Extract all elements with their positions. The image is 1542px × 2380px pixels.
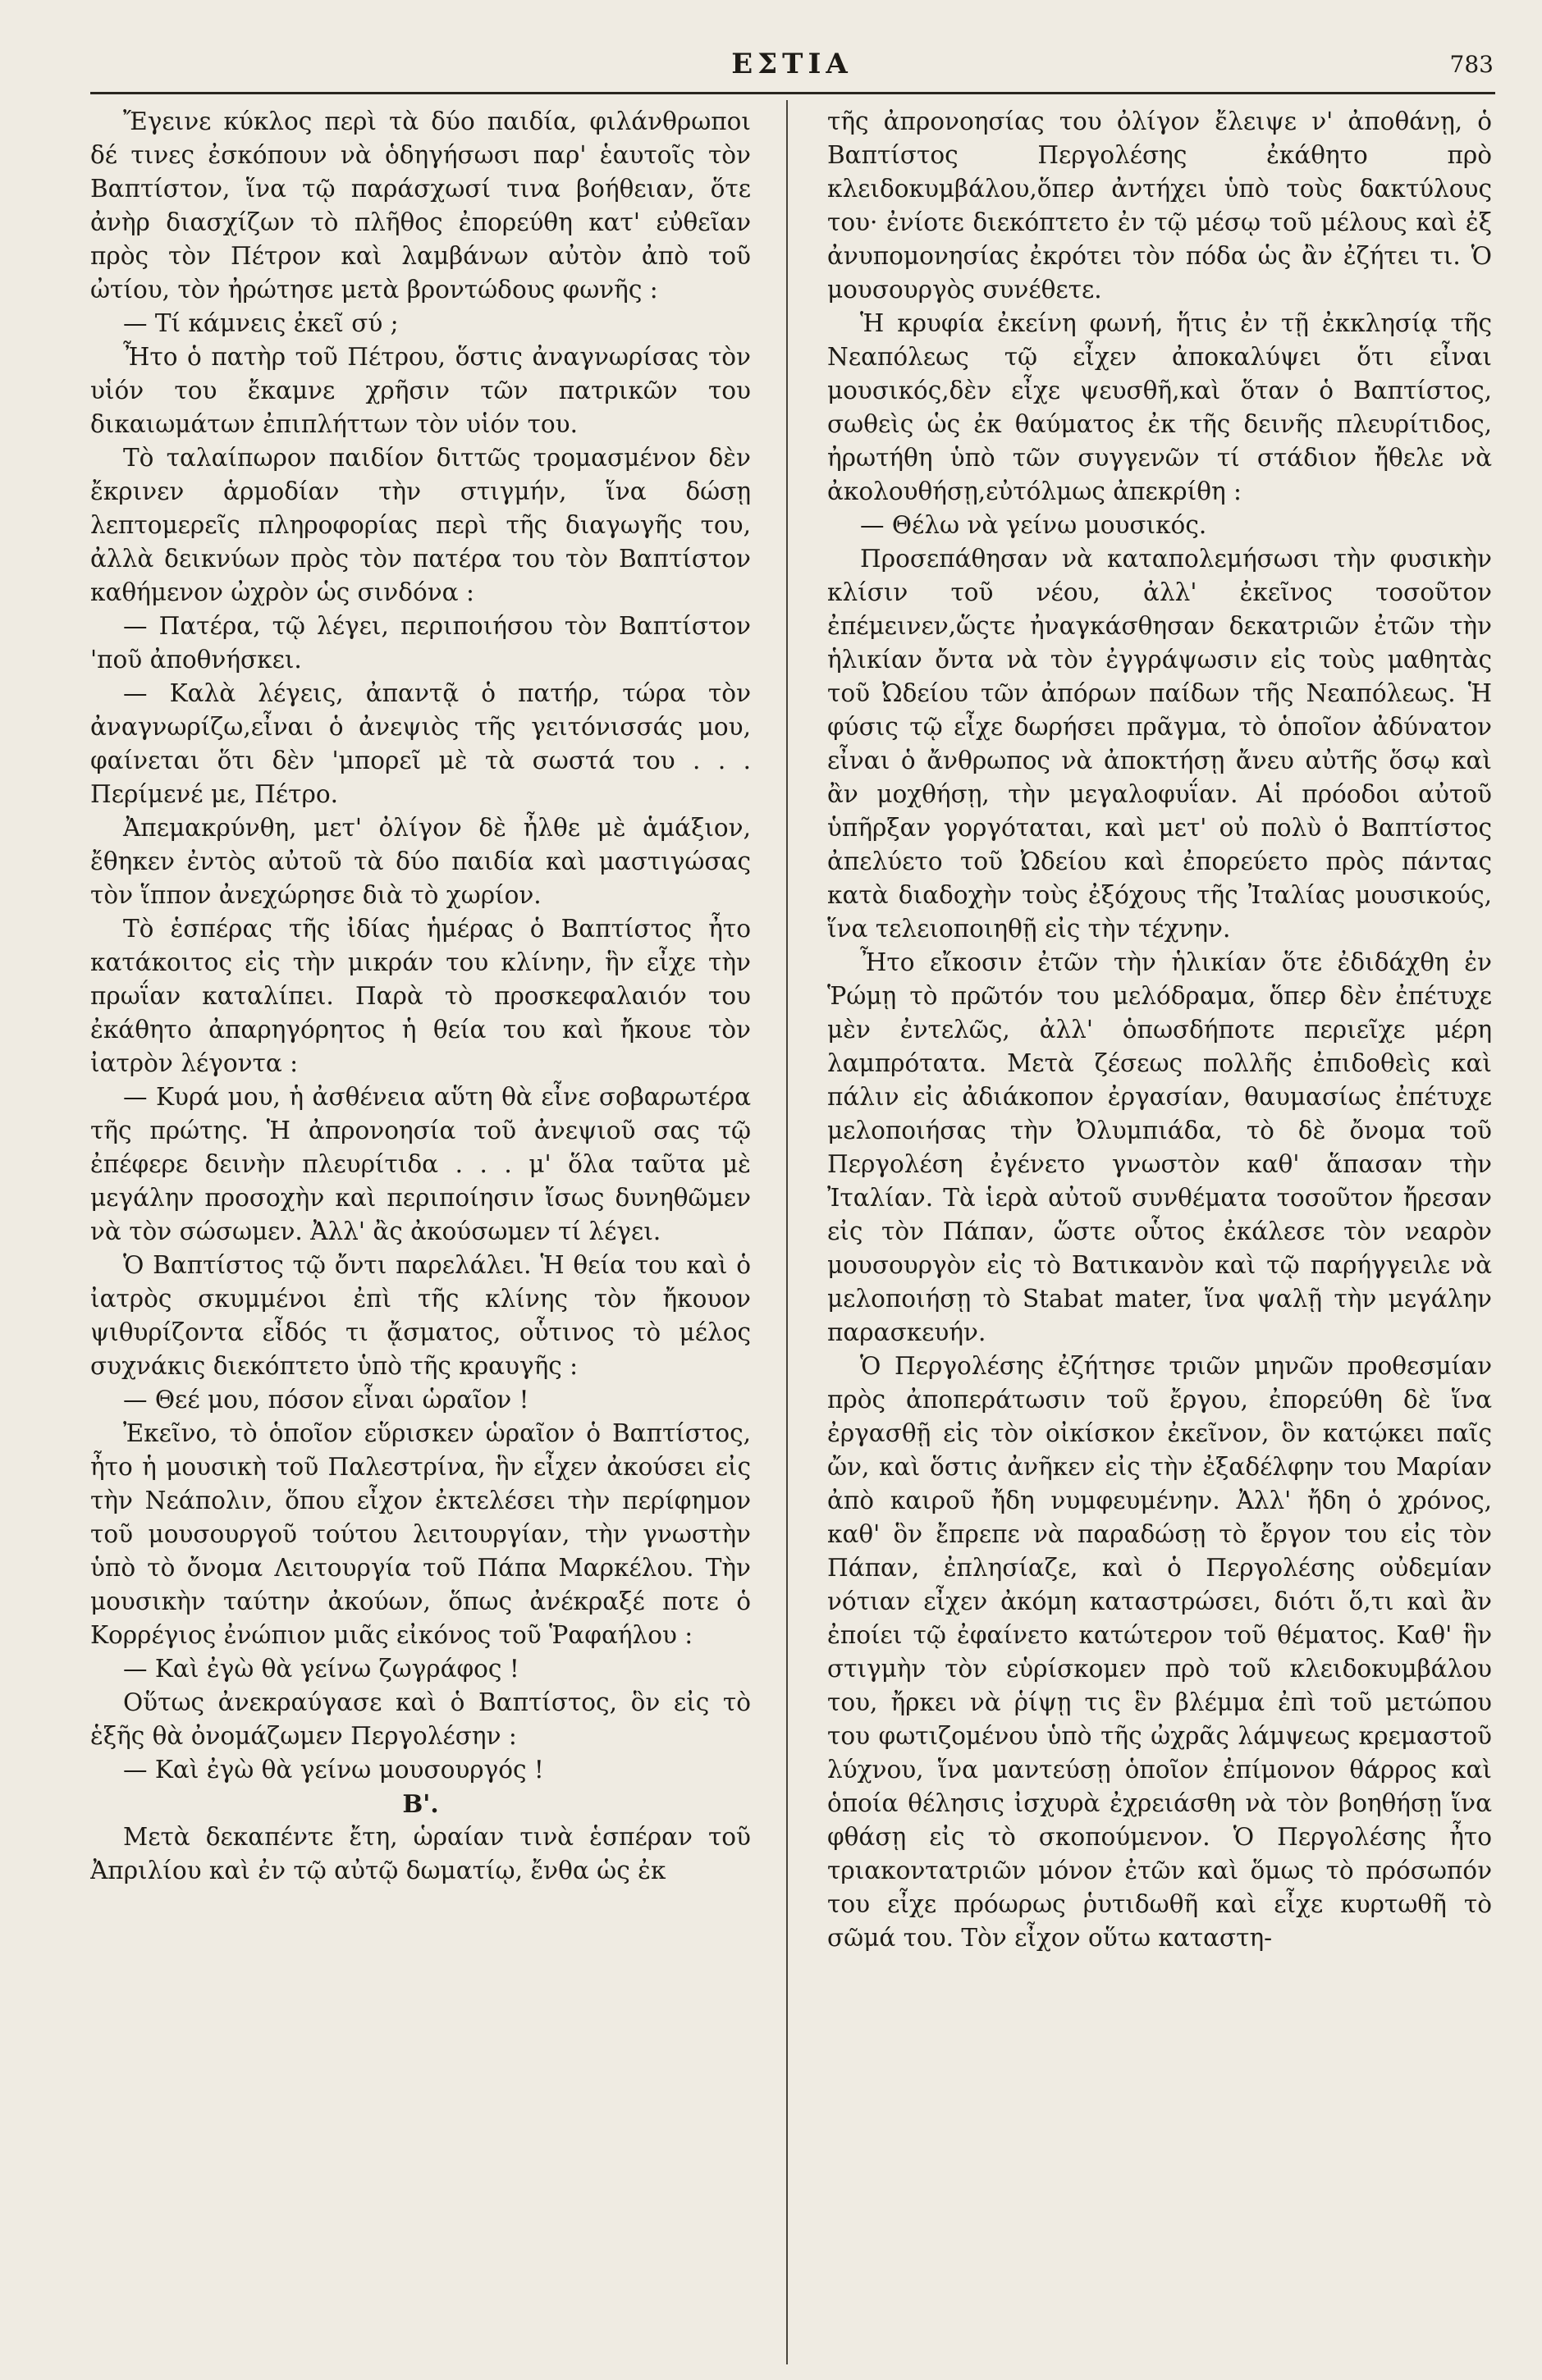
paragraph: Ὁ Περγολέσης ἐζήτησε τριῶν μηνῶν προθεσμίαν πρὸς ἀποπεράτωσιν τοῦ ἔργου, ἐπορεύθη δὲ ἵνα ἐργασθῇ εἰς τὸν οἰκίσκον ἐκεῖνον, ὃν κατῴκει παῖς ὤν, καὶ ὅστις ἀνῆκεν εἰς τὴν ἐξαδέλφην του Μαρίαν ἀπὸ καιροῦ ἤδη νυμφευμένην. Ἀλλ' ἤδη ὁ χρόνος, καθ' ὃν ἔπρεπε νὰ παραδώσῃ τὸ ἔργον του εἰς τὸν Πάπαν, ἐπλησίαζε, καὶ ὁ Περγολέσης οὐδεμίαν νότιαν εἶχεν ἀκόμη καταστρώσει, διότι ὅ,τι καὶ ἂν ἐποίει τῷ ἐφαίνετο κατώτερον τοῦ θέματος. Καθ' ἣν στιγμὴν τὸν εὑρίσκομεν πρὸ τοῦ κλειδοκυμβάλου του, ἤρκει νὰ ῥίψῃ τις ἓν βλέμμα ἐπὶ τοῦ μετώπου του φωτιζομένου ὑπὸ τῆς ὠχρᾶς λάμψεως κρεμαστοῦ λύχνου, ἵνα μαντεύσῃ ὁποῖον ἐπίμονον θάρρος καὶ ὁποία θέλησις ἰσχυρὰ ἐχρειάσθη νὰ τὸν βοηθήσῃ ἵνα φθάσῃ εἰς τὸ σκοπούμενον. Ὁ Περγολέσης ἦτο τριακοντατριῶν μόνον ἐτῶν καὶ ὅμως τὸ πρόσωπόν του εἶχε πρόωρως ῥυτιδωθῆ καὶ εἶχε κυρτωθῆ τὸ σῶμά του. Τὸν εἶχον οὕτω καταστη-	[827, 1352, 1492, 1952]
page-header	[90, 41, 1494, 90]
paragraph: Μετὰ δεκαπέντε ἔτη, ὡραίαν τινὰ ἑσπέραν τοῦ Ἀπριλίου καὶ ἐν τῷ αὐτῷ δωματίῳ, ἔνθα ὡς ἐκ	[90, 1823, 751, 1884]
paragraph: Ἦτο ὁ πατὴρ τοῦ Πέτρου, ὅστις ἀναγνωρίσας τὸν υἱόν του ἔκαμνε χρῆσιν τῶν πατρικῶν του δικαιωμάτων ἐπιπλήττων τὸν υἱόν του.	[90, 343, 751, 438]
dialogue-line: — Κυρά μου, ἡ ἀσθένεια αὕτη θὰ εἶνε σοβαρωτέρα τῆς πρώτης. Ἡ ἀπρονοησία τοῦ ἀνεψιοῦ σας τῷ ἐπέφερε δεινὴν πλευρίτιδα . . . μ' ὅλα ταῦτα μὲ μεγάλην προσοχὴν καὶ περιποίησιν ἴσως δυνηθῶμεν νὰ τὸν σώσωμεν. Ἀλλ' ἂς ἀκούσωμεν τί λέγει.	[90, 1083, 751, 1245]
journal-title: ΕΣΤΙΑ	[731, 48, 853, 80]
left-column	[90, 105, 751, 2353]
paragraph: Ἀπεμακρύνθη, μετ' ὀλίγον δὲ ἦλθε μὲ ἁμάξιον, ἔθηκεν ἐντὸς αὐτοῦ τὰ δύο παιδία καὶ μαστιγώσας τὸν ἵππον ἀνεχώρησε διὰ τὸ χωρίον.	[90, 814, 751, 909]
dialogue-line: — Πατέρα, τῷ λέγει, περιποιήσου τὸν Βαπτίστον 'ποῦ ἀποθνήσκει.	[90, 612, 751, 674]
paragraph: Τὸ ταλαίπωρον παιδίον διττῶς τρομασμένον δὲν ἔκρινεν ἁρμοδίαν τὴν στιγμήν, ἵνα δώσῃ λεπτομερεῖς πληροφορίας περὶ τῆς διαγωγῆς του, ἀλλὰ δεικνύων πρὸς τὸν πατέρα του τὸν Βαπτίστον καθήμενον ὠχρὸν ὡς σινδόνα :	[90, 444, 751, 606]
paragraph: Ἔγεινε κύκλος περὶ τὰ δύο παιδία, φιλάνθρωποι δέ τινες ἐσκόπουν νὰ ὁδηγήσωσι παρ' ἑαυτοῖς τὸν Βαπτίστον, ἵνα τῷ παράσχωσί τινα βοήθειαν, ὅτε ἀνὴρ διασχίζων τὸ πλῆθος ἐπορεύθη κατ' εὐθεῖαν πρὸς τὸν Πέτρον καὶ λαμβάνων αὐτὸν ἀπὸ τοῦ ὠτίου, τὸν ἠρώτησε μετὰ βροντώδους φωνῆς :	[90, 107, 751, 304]
header-rule	[90, 92, 1495, 94]
paragraph: Οὕτως ἀνεκραύγασε καὶ ὁ Βαπτίστος, ὃν εἰς τὸ ἑξῆς θὰ ὀνομάζωμεν Περγολέσην :	[90, 1688, 751, 1750]
column-divider	[786, 100, 788, 2364]
paragraph: Ὁ Βαπτίστος τῷ ὄντι παρελάλει. Ἡ θεία του καὶ ὁ ἰατρὸς σκυμμένοι ἐπὶ τῆς κλίνης τὸν ἤκουον ψιθυρίζοντα εἶδός τι ᾄσματος, οὗτινος τὸ μέλος συχνάκις διεκόπτετο ὑπὸ τῆς κραυγῆς :	[90, 1251, 751, 1380]
paragraph: Τὸ ἑσπέρας τῆς ἰδίας ἡμέρας ὁ Βαπτίστος ἦτο κατάκοιτος εἰς τὴν μικράν του κλίνην, ἣν εἶχε τὴν πρωΐαν καταλίπει. Παρὰ τὸ προσκεφαλαιόν του ἐκάθητο ἀπαρηγόρητος ἡ θεία του καὶ ἤκουε τὸν ἰατρὸν λέγοντα :	[90, 915, 751, 1077]
dialogue-line: — Καλὰ λέγεις, ἀπαντᾷ ὁ πατήρ, τώρα τὸν ἀναγνωρίζω,εἶναι ὁ ἀνεψιὸς τῆς γειτόνισσάς μου, φαίνεται ὅτι δὲν 'μπορεῖ μὲ τὰ σωστά του . . . Περίμενέ με, Πέτρο.	[90, 679, 751, 808]
dialogue-line: — Καὶ ἐγὼ θὰ γείνω ζωγράφος !	[123, 1655, 519, 1683]
dialogue-line: — Τί κάμνεις ἐκεῖ σύ ;	[123, 309, 399, 337]
paragraph: Ἐκεῖνο, τὸ ὁποῖον εὕρισκεν ὡραῖον ὁ Βαπτίστος, ἦτο ἡ μουσικὴ τοῦ Παλεστρίνα, ἣν εἶχεν ἀκούσει εἰς τὴν Νεάπολιν, ὅπου εἶχον ἐκτελέσει τὴν περίφημον τοῦ μουσουργοῦ τούτου λειτουργίαν, τὴν γνωστὴν ὑπὸ τὸ ὄνομα Λειτουργία τοῦ Πάπα Μαρκέλου. Τὴν μουσικὴν ταύτην ἀκούων, ὅπως ἀνέκραξέ ποτε ὁ Κορρέγιος ἐνώπιον μιᾶς εἰκόνος τοῦ Ῥαφαήλου :	[90, 1419, 751, 1649]
paragraph: τῆς ἀπρονοησίας του ὀλίγον ἔλειψε ν' ἀποθάνῃ, ὁ Βαπτίστος Περγολέσης ἐκάθητο πρὸ κλειδοκυμβάλου,ὅπερ ἀντήχει ὑπὸ τοὺς δακτύλους του· ἐνίοτε διεκόπτετο ἐν τῷ μέσῳ τοῦ μέλους καὶ ἐξ ἀνυπομονησίας ἐκρότει τὸν πόδα ὡς ἂν ἐζήτει τι. Ὁ μουσουργὸς συνέθετε.	[827, 107, 1492, 304]
dialogue-line: — Θεέ μου, πόσον εἶναι ὡραῖον !	[123, 1386, 529, 1414]
paragraph: Προσεπάθησαν νὰ καταπολεμήσωσι τὴν φυσικὴν κλίσιν τοῦ νέου, ἀλλ' ἐκεῖνος τοσοῦτον ἐπέμεινεν,ὥςτε ἠναγκάσθησαν δεκατριῶν ἐτῶν τὴν ἡλικίαν ὄντα νὰ τὸν ἐγγράψωσιν εἰς τοὺς μαθητὰς τοῦ Ὠδείου τῶν ἀπόρων παίδων τῆς Νεαπόλεως. Ἡ φύσις τῷ εἶχε δωρήσει πρᾶγμα, τὸ ὁποῖον ἀδύνατον εἶναι ὁ ἄνθρωπος νὰ ἀποκτήσῃ ἄνευ αὐτῆς ὅσῳ καὶ ἂν μοχθήσῃ, τὴν μεγαλοφυΐαν. Αἱ πρόοδοι αὐτοῦ ὑπῆρξαν γοργόταται, καὶ μετ' οὐ πολὺ ὁ Βαπτίστος ἀπελύετο τοῦ Ὠδείου καὶ ἐπορεύετο πρὸς πάντας κατὰ διαδοχὴν τοὺς ἐξόχους τῆς Ἰταλίας μουσικούς, ἵνα τελειοποιηθῇ εἰς τὴν τέχνην.	[827, 545, 1492, 943]
dialogue-line: — Θέλω νὰ γείνω μουσικός.	[860, 511, 1207, 539]
dialogue-line: — Καὶ ἐγὼ θὰ γείνω μουσουργός !	[123, 1756, 544, 1784]
right-column	[827, 105, 1492, 2353]
section-heading: Β'.	[402, 1789, 439, 1818]
page-number: 783	[1449, 51, 1494, 78]
paragraph: Ἦτο εἴκοσιν ἐτῶν τὴν ἡλικίαν ὅτε ἐδιδάχθη ἐν Ῥώμῃ τὸ πρῶτόν του μελόδραμα, ὅπερ δὲν ἐπέτυχε μὲν ἐντελῶς, ἀλλ' ὁπωσδήποτε περιεῖχε μέρη λαμπρότατα. Μετὰ ζέσεως πολλῆς ἐπιδοθεὶς καὶ πάλιν εἰς ἀδιάκοπον ἐργασίαν, θαυμασίως ἐπέτυχε μελοποιήσας τὴν Ὀλυμπιάδα, τὸ δὲ ὄνομα τοῦ Περγολέση ἐγένετο γνωστὸν καθ' ἅπασαν τὴν Ἰταλίαν. Τὰ ἱερὰ αὐτοῦ συνθέματα τοσοῦτον ἤρεσαν εἰς τὸν Πάπαν, ὥστε οὗτος ἐκάλεσε τὸν νεαρὸν μουσουργὸν εἰς τὸ Βατικανὸν καὶ τῷ παρήγγειλε νὰ μελοποιήσῃ τὸ Stabat mater, ἵνα ψαλῇ τὴν μεγάλην παρασκευήν.	[827, 948, 1492, 1346]
paragraph: Ἡ κρυφία ἐκείνη φωνή, ἥτις ἐν τῇ ἐκκλησίᾳ τῆς Νεαπόλεως τῷ εἶχεν ἀποκαλύψει ὅτι εἶναι μουσικός,δὲν εἶχε ψευσθῆ,καὶ ὅταν ὁ Βαπτίστος, σωθεὶς ὡς ἐκ θαύματος ἐκ τῆς δεινῆς πλευρίτιδος, ἠρωτήθη ὑπὸ τῶν συγγενῶν τί στάδιον ἤθελε νὰ ἀκολουθήσῃ,εὐτόλμως ἀπεκρίθη :	[827, 309, 1492, 505]
